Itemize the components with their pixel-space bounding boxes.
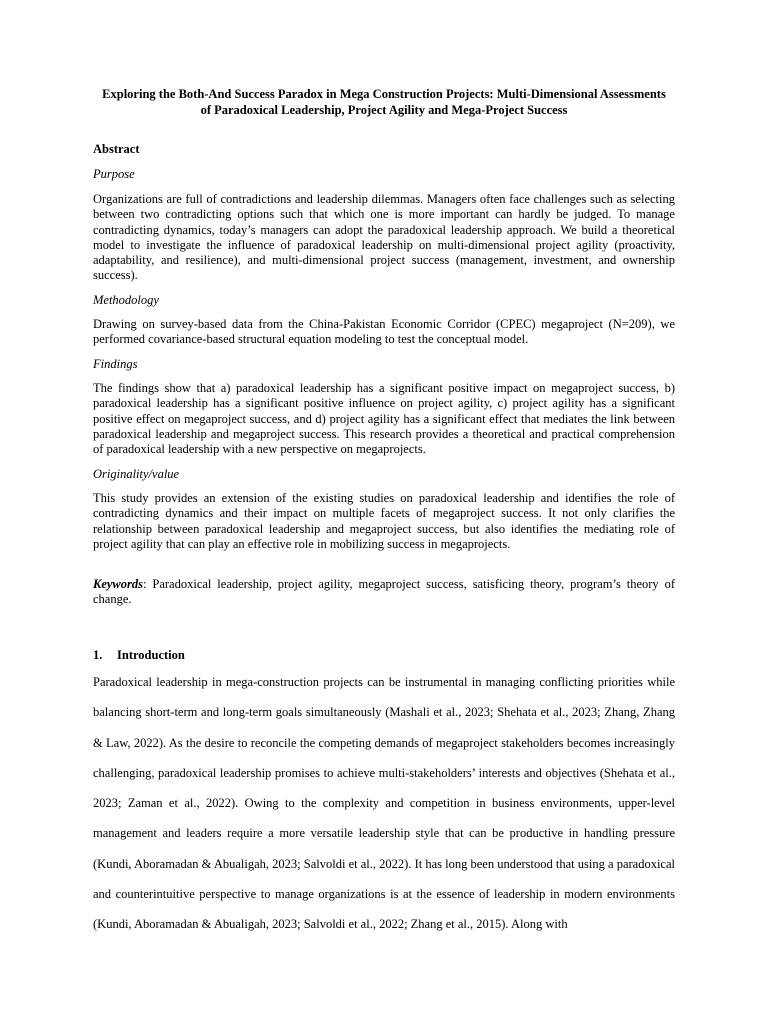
methodology-paragraph: Drawing on survey-based data from the China-Pakistan Economic Corridor (CPEC) megaproject (N=209), we performed covariance-based structural equation modeling to test the conceptual model. [93,317,675,347]
section-number: 1. [93,648,103,662]
findings-heading: Findings [93,357,138,371]
paper-title: Exploring the Both-And Success Paradox in Mega Construction Projects: Multi-Dimensional Assessments of Paradoxical Leadership, Project Agility and Mega-Project Success [102,87,666,117]
introduction-paragraph: Paradoxical leadership in mega-construction projects can be instrumental in managing conflicting priorities while balancing short-term and long-term goals simultaneously (Mashali et al., 2023; Shehata et al., 2023; Zhang, Zhang & Law, 2022). As the desire to reconcile the competing demands of megaproject stakeholders becomes increasingly challenging, paradoxical leadership promises to achieve multi-stakeholders’ interests and objectives (Shehata et al., 2023; Zaman et al., 2022). Owing to the complexity and competition in business environments, upper-level management and leaders require a more versatile leadership style that can be productive in handling pressure (Kundi, Aboramadan & Abualigah, 2023; Salvoldi et al., 2022). It has long been understood that using a paradoxical and counterintuitive perspective to manage organizations is at the essence of leadership in modern environments (Kundi, Aboramadan & Abualigah, 2023; Salvoldi et al., 2022; Zhang et al., 2015). Along with [93,675,675,932]
abstract-heading: Abstract [93,142,140,156]
methodology-heading: Methodology [93,293,159,307]
findings-paragraph: The findings show that a) paradoxical leadership has a significant positive impact on megaproject success, b) paradoxical leadership has a significant positive influence on project agility, c) project agility has a significant positive effect on megaproject success, and d) project agility has a significant effect that mediates the link between paradoxical leadership and megaproject success. This research provides a theoretical and practical comprehension of paradoxical leadership with a new perspective on megaprojects. [93,381,675,457]
section-title: Introduction [117,648,185,662]
keywords-label: Keywords [93,577,143,591]
purpose-paragraph: Organizations are full of contradictions and leadership dilemmas. Managers often face challenges such as selecting between two contradicting options such that which one is more important can hardly be judged. To manage contradicting dynamics, today’s managers can adopt the paradoxical leadership approach. We build a theoretical model to investigate the influence of paradoxical leadership on multi-dimensional project agility (proactivity, adaptability, and resilience), and multi-dimensional project success (management, investment, and ownership success). [93,192,675,283]
keywords-text: : Paradoxical leadership, project agility, megaproject success, satisficing theory, program’s theory of change. [93,577,675,607]
keywords-paragraph [93,577,675,608]
originality-paragraph: This study provides an extension of the existing studies on paradoxical leadership and identifies the role of contradicting dynamics and their impact on multiple facets of megaproject success. It not only clarifies the relationship between paradoxical leadership and megaproject success, but also identifies the mediating role of project agility that can play an effective role in mobilizing success in megaprojects. [93,491,675,551]
introduction-heading [93,647,675,663]
purpose-heading: Purpose [93,167,135,181]
originality-heading: Originality/value [93,467,180,481]
